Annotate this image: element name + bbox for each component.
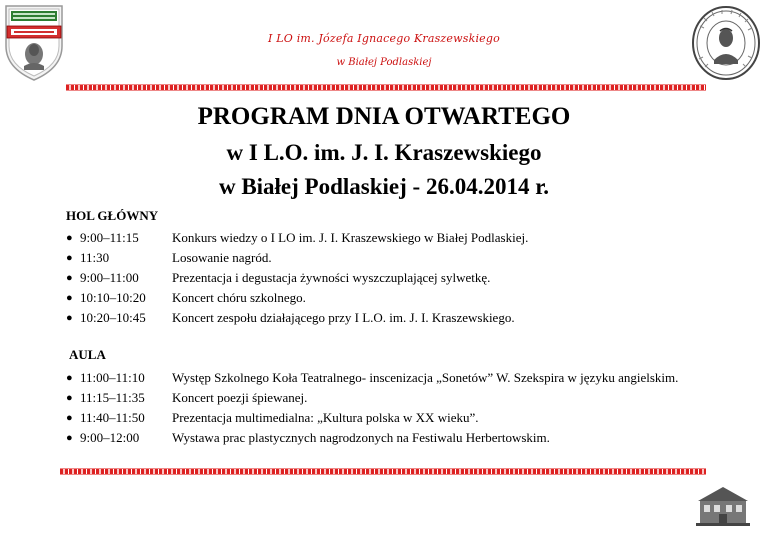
event-description: Koncert poezji śpiewanej.: [172, 390, 308, 405]
event-time: 9:00–11:00: [80, 270, 139, 285]
school-building-icon: [692, 483, 754, 529]
program-subtitle-school: w I L.O. im. J. I. Kraszewskiego: [226, 140, 542, 165]
bullet-icon: ●: [66, 432, 73, 444]
list-item: [66, 268, 682, 288]
program-subtitle-date: w Białej Podlaskiej - 26.04.2014 r.: [218, 174, 550, 199]
event-time: 11:30: [80, 250, 110, 265]
event-time: 11:15–11:35: [80, 390, 145, 405]
list-item: [66, 308, 682, 328]
bullet-icon: ●: [66, 232, 73, 244]
event-time: 11:00–11:10: [80, 370, 145, 385]
bottom-decorative-border: [60, 468, 706, 475]
bullet-icon: ●: [66, 272, 73, 284]
school-location: w Białej Podlaskiej: [336, 57, 432, 68]
list-item: [66, 428, 682, 448]
list-item: [66, 228, 682, 248]
event-description: Prezentacja multimedialna: „Kultura polska w XX wieku”.: [172, 410, 479, 425]
school-name: I LO im. Józefa Ignacego Kraszewskiego: [268, 32, 500, 45]
event-time: 9:00–11:15: [80, 230, 139, 245]
bullet-icon: ●: [66, 392, 73, 404]
section-heading-aula: AULA: [69, 347, 106, 362]
event-time: 10:20–10:45: [80, 310, 146, 325]
list-item: [66, 248, 682, 268]
event-time: 10:10–10:20: [80, 290, 146, 305]
section-heading-hol: HOL GŁÓWNY: [66, 208, 159, 223]
event-description: Koncert chóru szkolnego.: [172, 290, 306, 305]
event-description: Występ Szkolnego Koła Teatralnego- inscenizacja „Sonetów” W. Szekspira w języku angielskim.: [172, 370, 679, 385]
top-decorative-border: [66, 84, 706, 91]
bullet-icon: ●: [66, 312, 73, 324]
hol-event-list: [66, 228, 682, 328]
event-description: Wystawa prac plastycznych nagrodzonych na Festiwalu Herbertowskim.: [172, 430, 550, 445]
aula-event-list: [66, 368, 682, 448]
program-title: PROGRAM DNIA OTWARTEGO: [197, 103, 571, 130]
bullet-icon: ●: [66, 412, 73, 424]
event-description: Prezentacja i degustacja żywności wyszczuplającej sylwetkę.: [172, 270, 491, 285]
event-time: 11:40–11:50: [80, 410, 145, 425]
event-description: Konkurs wiedzy o I LO im. J. I. Kraszewskiego w Białej Podlaskiej.: [172, 230, 529, 245]
list-item: [66, 388, 682, 408]
bullet-icon: ●: [66, 292, 73, 304]
list-item: [66, 368, 682, 388]
list-item: [66, 408, 682, 428]
bullet-icon: ●: [66, 252, 73, 264]
list-item: [66, 288, 682, 308]
event-description: Losowanie nagród.: [172, 250, 272, 265]
bullet-icon: ●: [66, 372, 73, 384]
event-description: Koncert zespołu działającego przy I L.O. im. J. I. Kraszewskiego.: [172, 310, 515, 325]
event-time: 9:00–12:00: [80, 430, 140, 445]
